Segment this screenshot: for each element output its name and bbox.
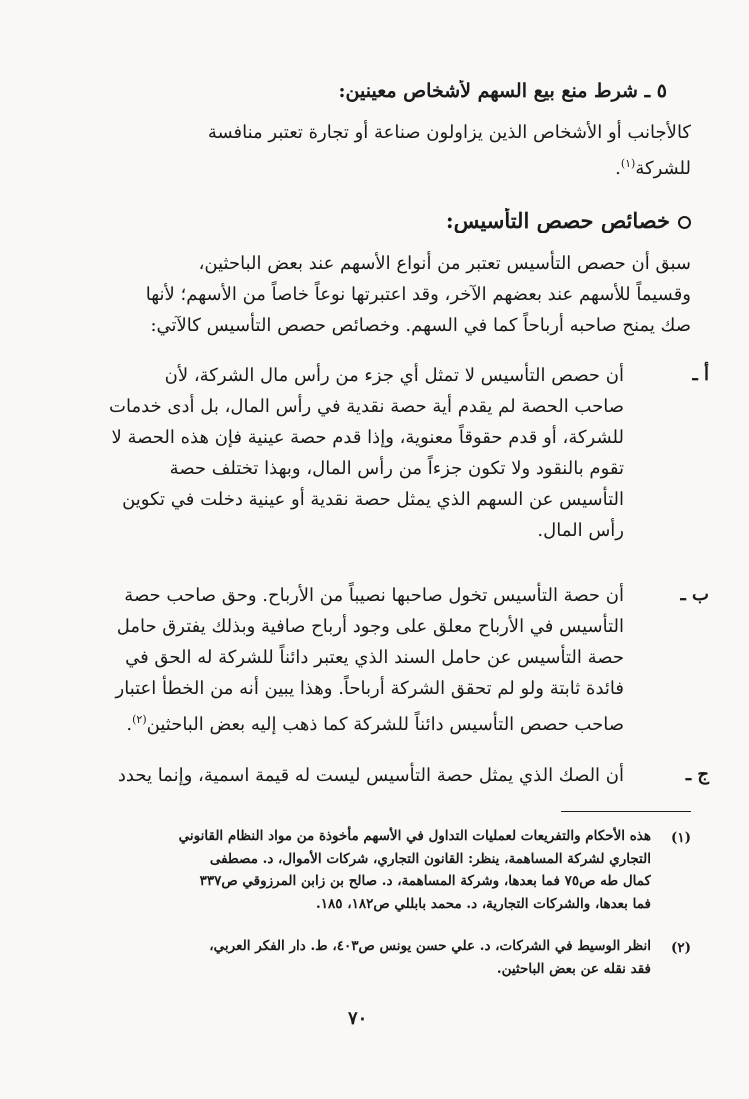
intro-paragraph — [65, 248, 691, 341]
paragraph-line: أن حصة التأسيس تخول صاحبها نصيباً من الأرباح. وحق صاحب حصة — [124, 585, 624, 606]
paragraph-5 — [65, 117, 691, 184]
footnote-line: فما بعدها، والشركات التجارية، د. محمد بابللي ص١٨٢، ١٨٥. — [316, 895, 651, 912]
paragraph-line: وقسيماً للأسهم عند بعضهم الآخر، وقد اعتبرتها نوعاً خاصاً من الأسهم؛ لأنها — [145, 284, 691, 305]
paragraph-line: تقوم بالنقود ولا تكون جزءاً من رأس المال، وبهذا تختلف حصة — [169, 458, 624, 479]
item-marker: أ ـ — [692, 364, 709, 385]
paragraph-line: صك يمنح صاحبه أرباحاً كما في السهم. وخصائص حصص التأسيس كالآتي: — [150, 315, 691, 336]
footnote-line: التجاري لشركة المساهمة، ينظر: القانون التجاري، شركات الأموال، د. مصطفى — [209, 850, 651, 867]
footnote-line: هذه الأحكام والتفريعات لعمليات التداول في الأسهم مأخوذة من مواد النظام القانوني — [178, 828, 651, 844]
paragraph-line: للشركة$^{(١)}$. — [615, 157, 691, 179]
paragraph-line: سبق أن حصص التأسيس تعتبر من أنواع الأسهم عند بعض الباحثين، — [198, 253, 691, 274]
item-marker: ب ـ — [680, 584, 709, 605]
paragraph-line: للشركة، أو قدم حقوقاً معنوية، وإذا قدم حصة عينية فإن هذه الحصة لا — [111, 427, 624, 448]
paragraph-line: أن حصص التأسيس لا تمثل أي جزء من رأس مال الشركة، لأن — [164, 365, 624, 386]
list-item-b — [64, 580, 624, 740]
paragraph-line: فائدة ثابتة ولو لم تحقق الشركة أرباحاً. وهذا يبين أنه من الخطأ اعتبار — [115, 678, 624, 699]
section-title — [31, 208, 691, 233]
footnote-ref[interactable]: (٢) — [132, 713, 147, 726]
paragraph-line: حصة التأسيس عن حامل السند الذي يعتبر دائناً للشركة له الحق في — [125, 647, 624, 668]
footnote-line: انظر الوسيط في الشركات، د. علي حسن يونس ص٤٠٣، ط. دار الفكر العربي، — [209, 938, 651, 954]
subheading-5 — [67, 80, 667, 102]
paragraph-line: صاحب الحصة لم يقدم أية حصة نقدية في رأس المال، بل أدى خدمات — [109, 396, 624, 417]
footnote-2 — [51, 935, 651, 980]
footnote-line: فقد نقله عن بعض الباحثين. — [496, 960, 651, 977]
paragraph-line: التأسيس في الأرباح معلق على وجود أرباح صافية وبذلك يفترق حامل — [116, 616, 624, 637]
list-item-a — [64, 360, 624, 546]
footnote-number: (١) — [670, 830, 691, 846]
footnote-separator — [561, 811, 691, 812]
footnote-number: (٢) — [670, 940, 691, 956]
circle-bullet-icon — [678, 216, 691, 229]
paragraph-line: صاحب حصص التأسيس دائناً للشركة كما ذهب إليه بعض الباحثين$^{(٢)}$. — [126, 713, 624, 735]
footnote-ref[interactable]: (١) — [620, 157, 636, 170]
paragraph-line: التأسيس عن السهم الذي يمثل حصة نقدية أو عينية دخلت في تكوين — [122, 489, 624, 510]
paragraph-line: رأس المال. — [537, 520, 624, 541]
footnote-1 — [51, 825, 651, 915]
list-item-c — [64, 760, 624, 791]
section-title-text: خصائص حصص التأسيس: — [445, 208, 670, 233]
subheading-text: ٥ ـ شرط منع بيع السهم لأشخاص معينين: — [338, 80, 667, 102]
item-marker: ج ـ — [685, 764, 709, 785]
page-number: ٧٠ — [348, 1008, 368, 1029]
paragraph-line: أن الصك الذي يمثل حصة التأسيس ليست له قيمة اسمية، وإنما يحدد — [117, 765, 624, 786]
footnote-line: كمال طه ص٧٥ فما بعدها، وشركة المساهمة، د. صالح بن زابن المرزوقي ص٣٣٧ — [199, 873, 651, 889]
paragraph-line: كالأجانب أو الأشخاص الذين يزاولون صناعة أو تجارة تعتبر منافسة — [207, 122, 691, 143]
